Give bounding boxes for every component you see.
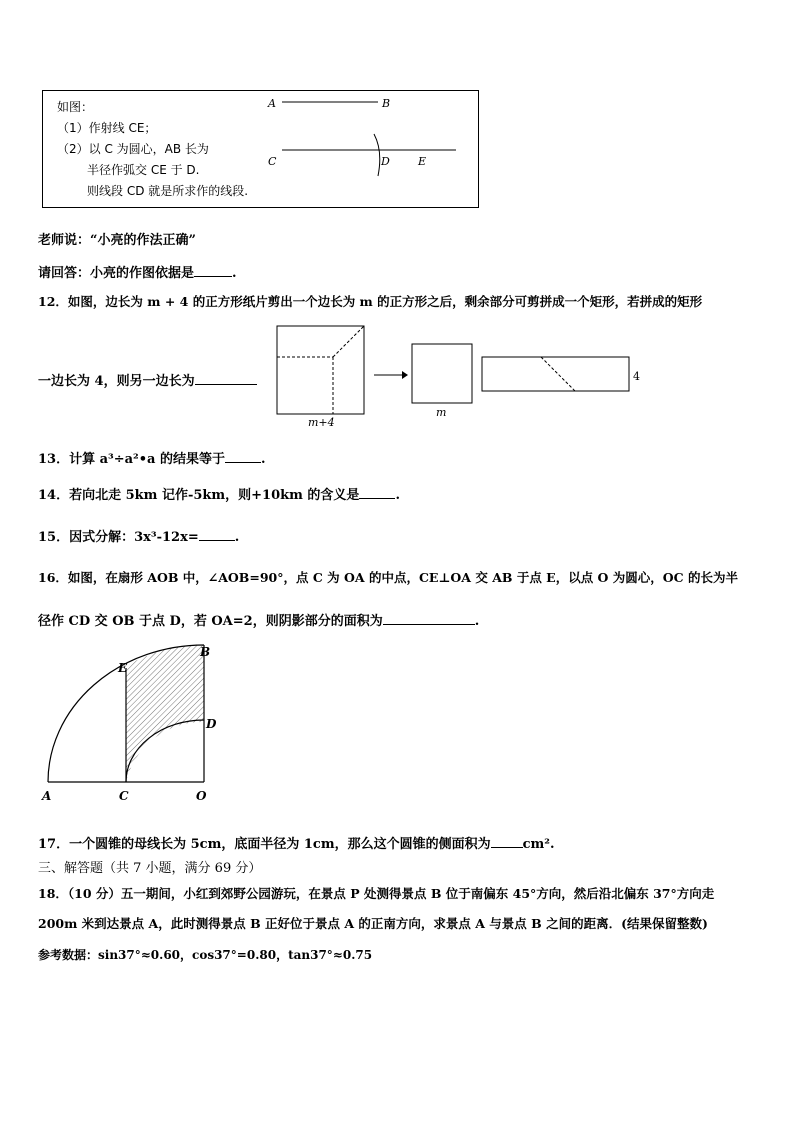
label-m-plus-4: m+4: [308, 416, 335, 429]
label-d: D: [381, 155, 390, 168]
label-c: C: [268, 155, 277, 168]
q12-figure: [270, 322, 650, 432]
box-line-1: 如图：: [57, 100, 94, 114]
shaded-region: [126, 645, 204, 782]
arc-d: [374, 134, 380, 176]
construction-figure: [42, 90, 479, 208]
box-line-3: （2）以 C 为圆心，AB 长为: [57, 142, 209, 156]
arrow-head: [402, 371, 408, 379]
box-line-2: （1）作射线 CE；: [57, 121, 157, 135]
q16-line1: 16．如图，在扇形 AOB 中，∠AOB=90°，点 C 为 OA 的中点，CE⊥OA 交 AB 于点 E，以点 O 为圆心，OC 的长为半: [38, 570, 738, 585]
q17: 17．一个圆锥的母线长为 5cm，底面半径为 1cm，那么这个圆锥的侧面积为 cm².: [38, 837, 555, 852]
construction-box: [42, 90, 479, 208]
box-line-5: 则线段 CD 就是所求作的线段.: [87, 184, 249, 198]
rect-cut-line: [541, 357, 575, 391]
label-4: 4: [633, 370, 640, 383]
point-b: B: [200, 645, 211, 659]
small-square: [412, 344, 472, 403]
q16-line2: 径作 CD 交 OB 于点 D，若 OA=2，则阴影部分的面积为 .: [38, 614, 480, 629]
section-heading: 三、解答题（共 7 小题，满分 69 分）: [38, 861, 262, 876]
teacher-says: 老师说：“小亮的作法正确”: [38, 233, 196, 248]
q18-reference: 参考数据：sin37°≈0.60，cos37°=0.80，tan37°≈0.75: [38, 948, 373, 962]
q18-line1: 18．（10 分）五一期间，小红到郊野公园游玩，在景点 P 处测得景点 B 位于南偏东 45°方向，然后沿北偏东 37°方向走: [38, 886, 715, 901]
q14: 14．若向北走 5km 记作-5km，则+10km 的含义是 .: [38, 488, 400, 503]
q15: 15．因式分解：3x³-12x= .: [38, 530, 240, 545]
label-a: A: [268, 97, 276, 110]
q12-line2: [38, 370, 257, 389]
answer-prompt: 请回答：小亮的作图依据是 .: [38, 266, 237, 281]
answer-blank[interactable]: [194, 276, 232, 277]
point-o: O: [196, 789, 207, 803]
point-c: C: [119, 789, 129, 803]
answer-prompt-text: 请回答：小亮的作图依据是: [38, 266, 195, 281]
q15-blank[interactable]: [199, 540, 235, 541]
point-a: A: [42, 789, 52, 803]
cut-line-diag: [333, 326, 364, 357]
q13-blank[interactable]: [225, 462, 261, 463]
q18-line2: 200m 米到达景点 A，此时测得景点 B 正好位于景点 A 的正南方向，求景点 A 与景点 B 之间的距离．(结果保留整数): [38, 916, 708, 931]
q12-line1: 12．如图，边长为 m + 4 的正方形纸片剪出一个边长为 m 的正方形之后，剩余部分可剪拼成一个矩形，若拼成的矩形: [38, 294, 703, 309]
q17-blank[interactable]: [491, 847, 523, 848]
q16-figure: [36, 642, 226, 807]
q14-blank[interactable]: [359, 498, 395, 499]
label-b: B: [382, 97, 391, 110]
point-d: D: [206, 717, 217, 731]
label-m: m: [436, 406, 447, 419]
label-e: E: [418, 155, 427, 168]
result-rectangle: [482, 357, 629, 391]
box-line-4: 半径作弧交 CE 于 D.: [87, 163, 200, 177]
q13: 13．计算 a³÷a²•a 的结果等于 .: [38, 452, 266, 467]
point-e: E: [118, 661, 128, 675]
q12-blank[interactable]: [195, 384, 257, 385]
q16-blank[interactable]: [383, 624, 475, 625]
q12-line2-text: 一边长为 4，则另一边长为: [38, 374, 195, 389]
